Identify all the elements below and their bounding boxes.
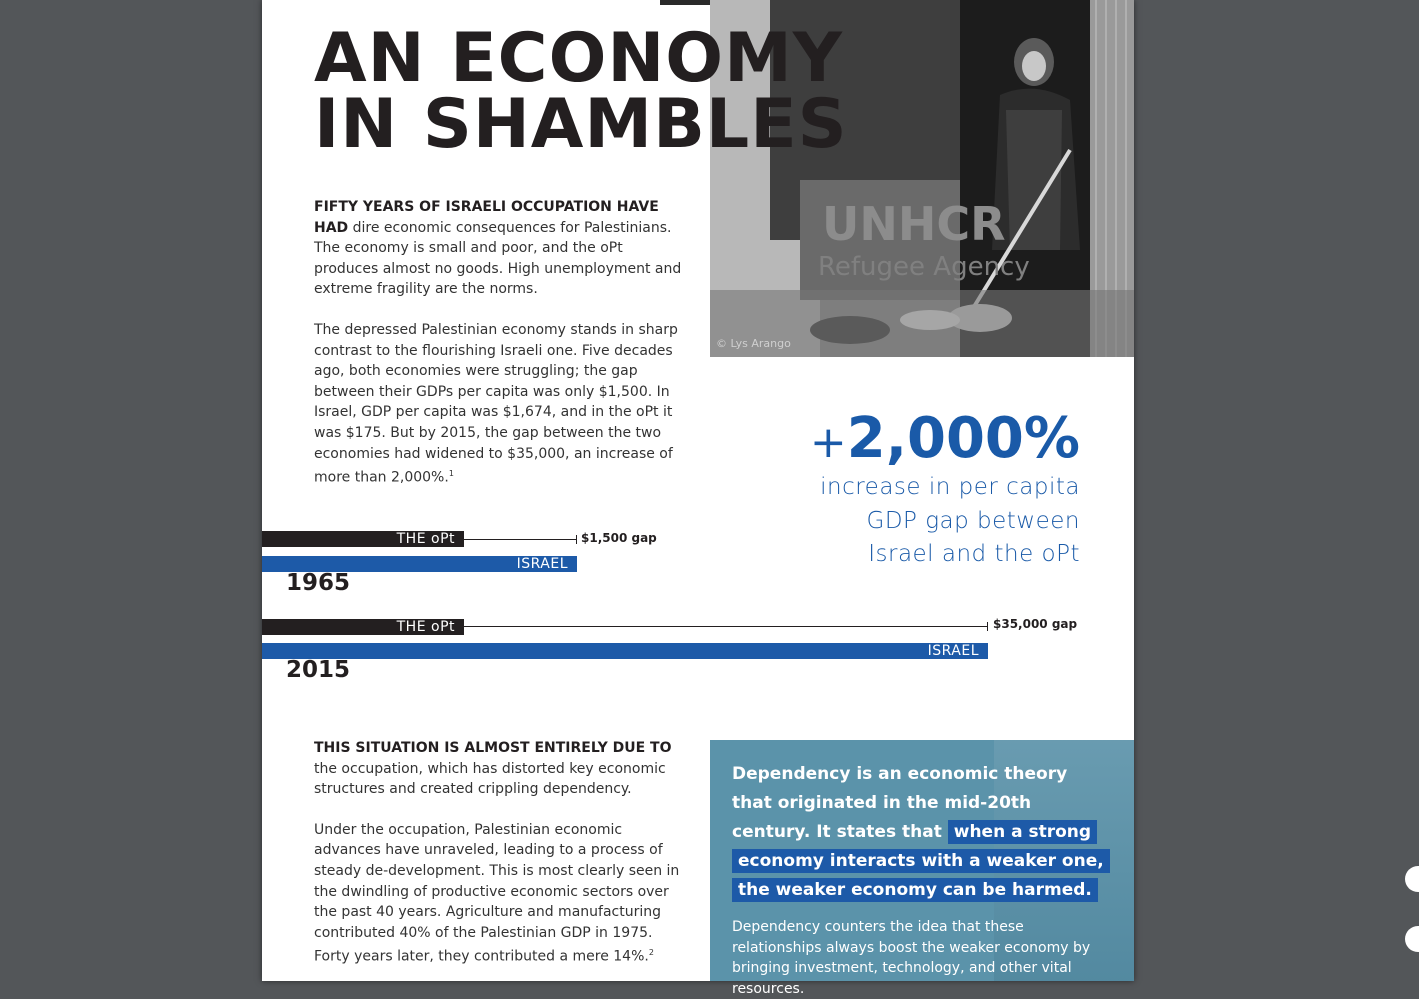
photo-credit: © Lys Arango [716,337,791,350]
intro-text [314,197,686,508]
intro-lead: FIFTY YEARS OF ISRAELI OCCUPATION HAVE HAD [314,199,659,236]
stat-value: 2,000% [846,406,1080,471]
bar-2015-israel: ISRAEL [262,643,988,659]
stat-caption [780,471,1080,572]
title-line-1: AN ECONOMY [314,19,843,98]
callout-heading-plain: Dependency is an economic theory that originated in the mid-20th century. It states that [732,764,1068,842]
callout-body: Dependency counters the idea that these relationships always boost the weaker economy by bringing investment, technology, and other vital resources. [732,919,1091,997]
gap-line-2015 [464,626,988,627]
intro-paragraph-2 [314,320,686,488]
section-2-paragraph-2-text: Under the occupation, Palestinian economic advances have unraveled, leading to a process of steady de-development. This is most clearly seen in the dwindling of productive economic sectors over the past 40 years. Agriculture and manufacturing contributed 40% of the Palestinian GDP in 1975. Forty years later, they contributed a mere 14%. [314,821,680,965]
document-page [262,0,1134,997]
section-2-rest: the occupation, which has distorted key economic structures and created crippling dependency. [314,760,666,798]
intro-paragraph-2-text: The depressed Palestinian economy stands in sharp contrast to the flourishing Israeli one. Five decades ago, both economies were struggling; the gap between their GDPs per capita was only $1,500. In Israel, GDP per capita was $1,674, and in the oPt it was $175. But by 2015, the gap between the two economies had widened to $35,000, an increase of more than 2,000%. [314,321,678,486]
footnote-1: 1 [448,469,454,479]
gap-line-1965 [464,539,577,540]
intro-rest: dire economic consequences for Palestinians. The economy is small and poor, and the oPt produces almost no goods. High unemployment and extreme fragility are the norms. [314,219,682,298]
section-2-lead: THIS SITUATION IS ALMOST ENTIRELY DUE TO [314,740,672,756]
dependency-callout [710,740,1134,997]
stat-figure [810,404,1080,478]
footnote-2: 2 [648,948,654,958]
year-label-2015: 2015 [286,657,351,683]
unhcr-sign-text: UNHCR [822,197,1006,251]
bar-1965-opt: THE oPt [262,531,464,547]
gap-tick-2015 [987,622,988,631]
gap-tick-1965 [576,535,577,544]
callout-heading-highlight: when a strong economy interacts with a weaker one, the weaker economy can be harmed. [732,820,1110,902]
stat-caption-line-3: Israel and the oPt [868,541,1080,567]
gap-label-1965: $1,500 gap [581,531,657,545]
stat-caption-line-2: GDP gap between [866,507,1080,534]
bar-2015-opt: THE oPt [262,619,464,635]
stat-plus: + [809,417,847,468]
gap-label-2015: $35,000 gap [993,617,1078,631]
stat-caption-line-1: increase in per capita [820,474,1080,500]
scroll-handle-lower[interactable] [1405,926,1419,952]
scroll-handle-upper[interactable] [1405,866,1419,892]
page-title [314,19,848,164]
section-2-paragraph-1 [314,738,686,800]
title-line-2: IN SHAMBLES [314,85,848,164]
year-label-1965: 1965 [286,570,351,596]
intro-paragraph-1 [314,197,686,300]
bar-1965-israel: ISRAEL [262,556,577,572]
refugee-agency-sign-text: Refugee Agency [818,252,1030,282]
section-2-text [314,738,686,988]
section-2-paragraph-2 [314,820,686,968]
callout-heading [732,760,1112,905]
